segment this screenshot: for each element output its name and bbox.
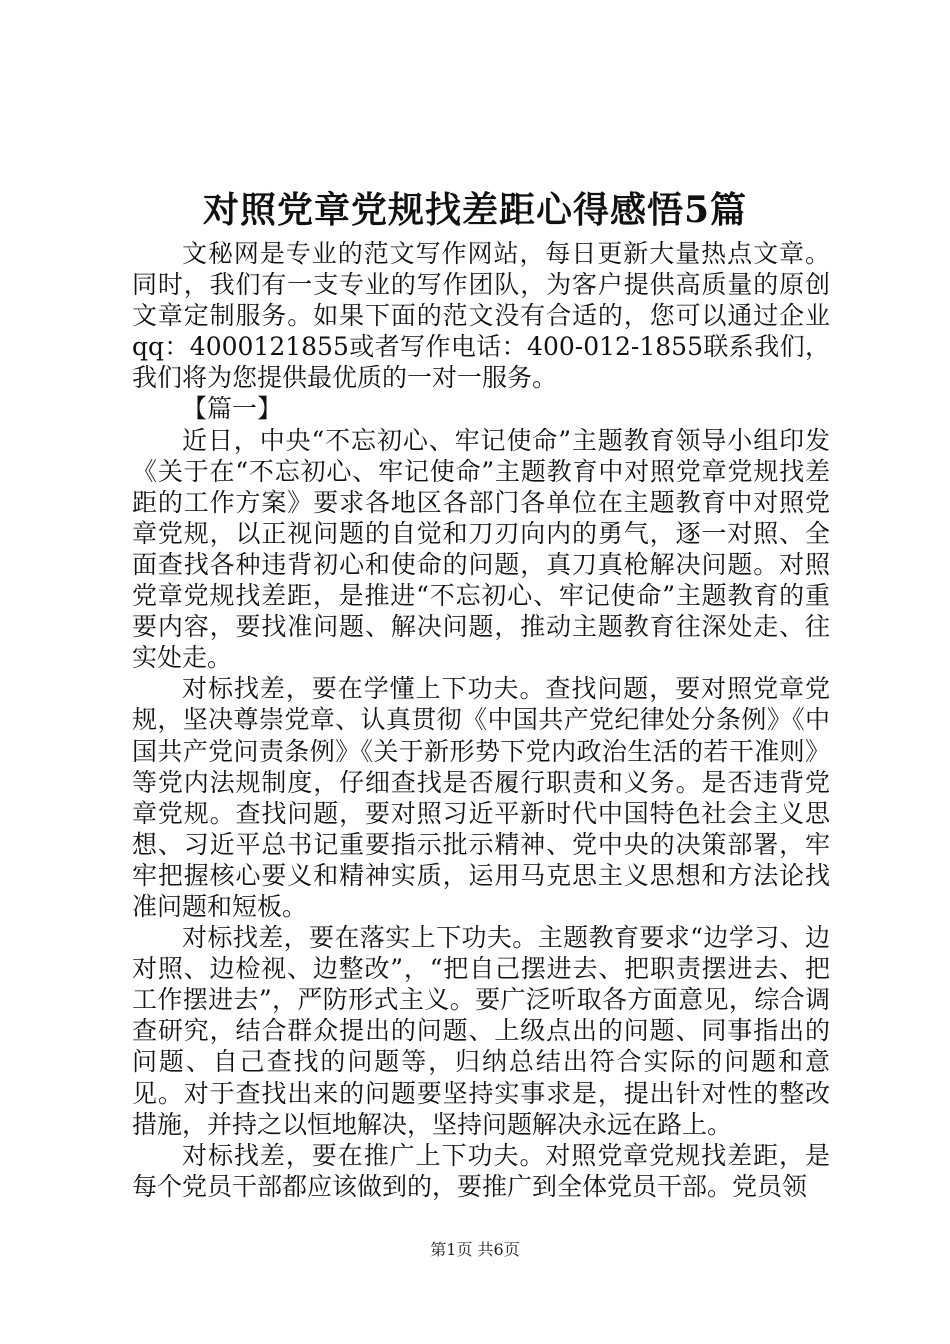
intro-paragraph: 文秘网是专业的范文写作网站，每日更新大量热点文章。同时，我们有一支专业的写作团队，为客户提供高质量的原创文章定制服务。如果下面的范文没有合适的，您可以通过企业qq：4000121855或者写作电话：400-012-1855联系我们，我们将为您提供最优质的一对一服务。 — [132, 239, 830, 393]
document-body — [132, 238, 830, 1202]
body-paragraph: 近日，中央“不忘初心、牢记使命”主题教育领导小组印发《关于在“不忘初心、牢记使命”主题教育中对照党章党规找差距的工作方案》要求各地区各部门各单位在主题教育中对照党章党规，以正视问题的自觉和刀刃向内的勇气，逐一对照、全面查找各种违背初心和使命的问题，真刀真枪解决问题。对照党章党规找差距，是推进“不忘初心、牢记使命”主题教育的重要内容，要找准问题、解决问题，推动主题教育往深处走、往实处走。 — [132, 425, 830, 673]
page-number-footer: 第1页 共6页 — [430, 1240, 520, 1259]
body-paragraph: 对标找差，要在落实上下功夫。主题教育要求“边学习、边对照、边检视、边整改”，“把自己摆进去、把职责摆进去、把工作摆进去”，严防形式主义。要广泛听取各方面意见，综合调查研究，结合群众提出的问题、上级点出的问题、同事指出的问题、自己查找的问题等，归纳总结出符合实际的问题和意见。对于查找出来的问题要坚持实事求是，提出针对性的整改措施，并持之以恒地解决，坚持问题解决永远在路上。 — [132, 923, 830, 1139]
document-title: 对照党章党规找差距心得感悟5篇 — [202, 189, 748, 231]
section-heading: 【篇一】 — [182, 394, 283, 424]
body-paragraph: 对标找差，要在学懂上下功夫。查找问题，要对照党章党规，坚决尊崇党章、认真贯彻《中国共产党纪律处分条例》《中国共产党问责条例》《关于新形势下党内政治生活的若干准则》等党内法规制度，仔细查找是否履行职责和义务。是否违背党章党规。查找问题，要对照习近平新时代中国特色社会主义思想、习近平总书记重要指示批示精神、党中央的决策部署，牢牢把握核心要义和精神实质，运用马克思主义思想和方法论找准问题和短板。 — [132, 674, 830, 921]
body-paragraph: 对标找差，要在推广上下功夫。对照党章党规找差距，是每个党员干部都应该做到的，要推广到全体党员干部。党员领 — [132, 1140, 830, 1201]
